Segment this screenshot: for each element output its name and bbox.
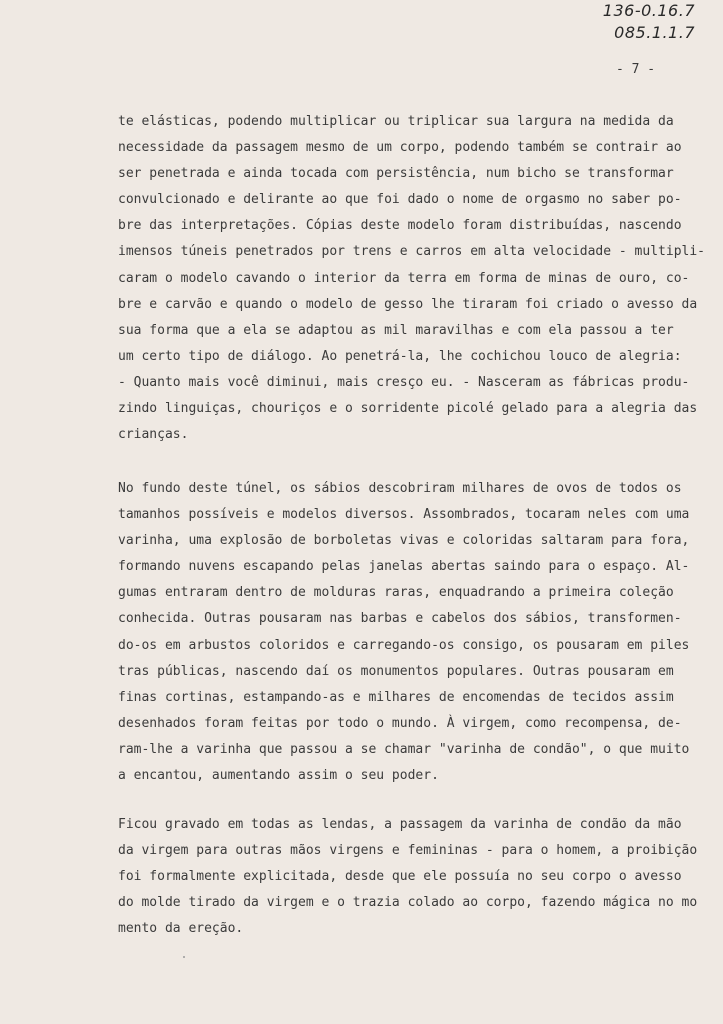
- text-line: conhecida. Outras pousaram nas barbas e cabelos dos sábios, transformen-: [118, 611, 682, 627]
- text-line: gumas entraram dentro de molduras raras, enquadrando a primeira coleção: [118, 585, 674, 601]
- text-line: ram-lhe a varinha que passou a se chamar "varinha de condão", o que muito: [118, 741, 690, 757]
- text-line: foi formalmente explicitada, desde que ele possuía no seu corpo o avesso: [118, 869, 682, 885]
- text-line: bre das interpretações. Cópias deste modelo foram distribuídas, nascendo: [118, 218, 682, 234]
- paragraph: [118, 476, 690, 789]
- text-line: tras públicas, nascendo daí os monumentos populares. Outras pousaram em: [118, 663, 674, 679]
- paragraph: [118, 812, 698, 942]
- text-line: um certo tipo de diálogo. Ao penetrá-la, lhe cochichou louco de alegria:: [118, 348, 682, 364]
- text-line: sua forma que a ela se adaptou as mil maravilhas e com ela passou a ter: [118, 322, 674, 338]
- archive-code-line: 085.1.1.7: [614, 23, 695, 42]
- text-line: Ficou gravado em todas as lendas, a passagem da varinha de condão da mão: [118, 817, 682, 832]
- page-number: - 7 -: [616, 62, 656, 77]
- text-line: desenhados foram feitas por todo o mundo. À virgem, como recompensa, de-: [118, 715, 682, 731]
- text-line: da virgem para outras mãos virgens e femininas - para o homem, a proibição: [118, 843, 698, 859]
- text-line: caram o modelo cavando o interior da terra em forma de minas de ouro, co-: [118, 270, 690, 286]
- text-line: mento da ereção.: [118, 921, 244, 937]
- text-line: te elásticas, podendo multiplicar ou triplicar sua largura na medida da: [118, 114, 674, 129]
- text-line: varinha, uma explosão de borboletas vivas e coloridas saltaram para fora,: [118, 533, 690, 549]
- archive-code-line: 136-0.16.7: [602, 1, 695, 20]
- text-line: a encantou, aumentando assim o seu poder.: [118, 768, 439, 784]
- text-line: ser penetrada e ainda tocada com persistência, num bicho se transformar: [118, 166, 674, 182]
- text-line: bre e carvão e quando o modelo de gesso lhe tiraram foi criado o avesso da: [118, 296, 698, 312]
- text-line: necessidade da passagem mesmo de um corpo, podendo também se contrair ao: [118, 140, 682, 156]
- text-line: do molde tirado da virgem e o trazia colado ao corpo, fazendo mágica no mo: [118, 895, 698, 911]
- paper-speck: [183, 956, 185, 958]
- text-line: convulcionado e delirante ao que foi dado o nome de orgasmo no saber po-: [118, 192, 682, 208]
- text-line: crianças.: [118, 427, 189, 443]
- text-line: - Quanto mais você diminui, mais cresço eu. - Nasceram as fábricas produ-: [118, 374, 690, 390]
- text-line: No fundo deste túnel, os sábios descobriram milhares de ovos de todos os: [118, 481, 682, 496]
- archive-reference-codes: [575, 0, 695, 44]
- text-line: zindo linguiças, chouriços e o sorridente picolé gelado para a alegria das: [118, 401, 698, 417]
- paragraph: [118, 109, 705, 448]
- text-line: tamanhos possíveis e modelos diversos. Assombrados, tocaram neles com uma: [118, 507, 690, 523]
- text-line: do-os em arbustos coloridos e carregando-os consigo, os pousaram em piles: [118, 637, 690, 653]
- text-line: formando nuvens escapando pelas janelas abertas saindo para o espaço. Al-: [118, 559, 690, 575]
- text-line: finas cortinas, estampando-as e milhares de encomendas de tecidos assim: [118, 689, 674, 705]
- text-line: imensos túneis penetrados por trens e carros em alta velocidade - multipli-: [118, 244, 705, 260]
